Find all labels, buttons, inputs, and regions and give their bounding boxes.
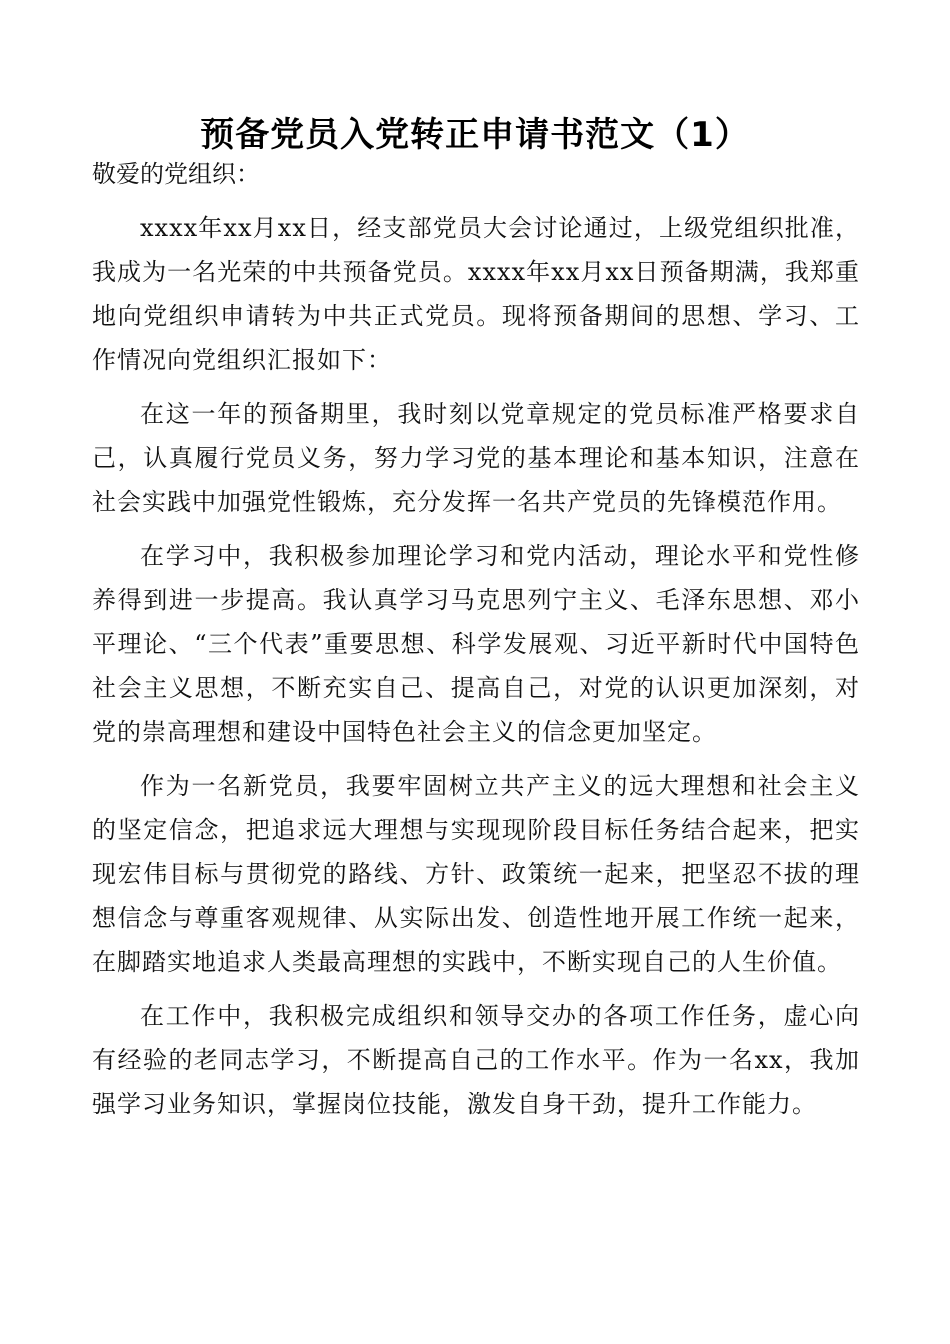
paragraph-work: 在工作中，我积极完成组织和领导交办的各项工作任务，虚心向有经验的老同志学习，不断提高自己的工作水平。作为一名xx，我加强学习业务知识，掌握岗位技能，激发自身干劲，提升工作能力。 (92, 1002, 860, 1118)
paragraph-probation: 在这一年的预备期里，我时刻以党章规定的党员标准严格要求自己，认真履行党员义务，努力学习党的基本理论和基本知识，注意在社会实践中加强党性锻炼，充分发挥一名共产党员的先锋模范作用。 (92, 400, 860, 516)
paragraph-intro: xxxx年xx月xx日，经支部党员大会讨论通过，上级党组织批准，我成为一名光荣的中共预备党员。xxxx年xx月xx日预备期满，我郑重地向党组织申请转为中共正式党员。现将预备期间的思想、学习、工作情况向党组织汇报如下： (92, 214, 860, 374)
document-title: 预备党员入党转正申请书范文（1） (200, 115, 750, 155)
salutation: 敬爱的党组织： (92, 160, 260, 188)
document-body (92, 152, 860, 1126)
paragraph-ideals: 作为一名新党员，我要牢固树立共产主义的远大理想和社会主义的坚定信念，把追求远大理想与实现现阶段目标任务结合起来，把实现宏伟目标与贯彻党的路线、方针、政策统一起来，把坚忍不拔的理想信念与尊重客观规律、从实际出发、创造性地开展工作统一起来，在脚踏实地追求人类最高理想的实践中，不断实现自己的人生价值。 (92, 772, 860, 976)
paragraph-study: 在学习中，我积极参加理论学习和党内活动，理论水平和党性修养得到进一步提高。我认真学习马克思列宁主义、毛泽东思想、邓小平理论、“三个代表”重要思想、科学发展观、习近平新时代中国特色社会主义思想，不断充实自己、提高自己，对党的认识更加深刻，对党的崇高理想和建设中国特色社会主义的信念更加坚定。 (92, 542, 860, 746)
